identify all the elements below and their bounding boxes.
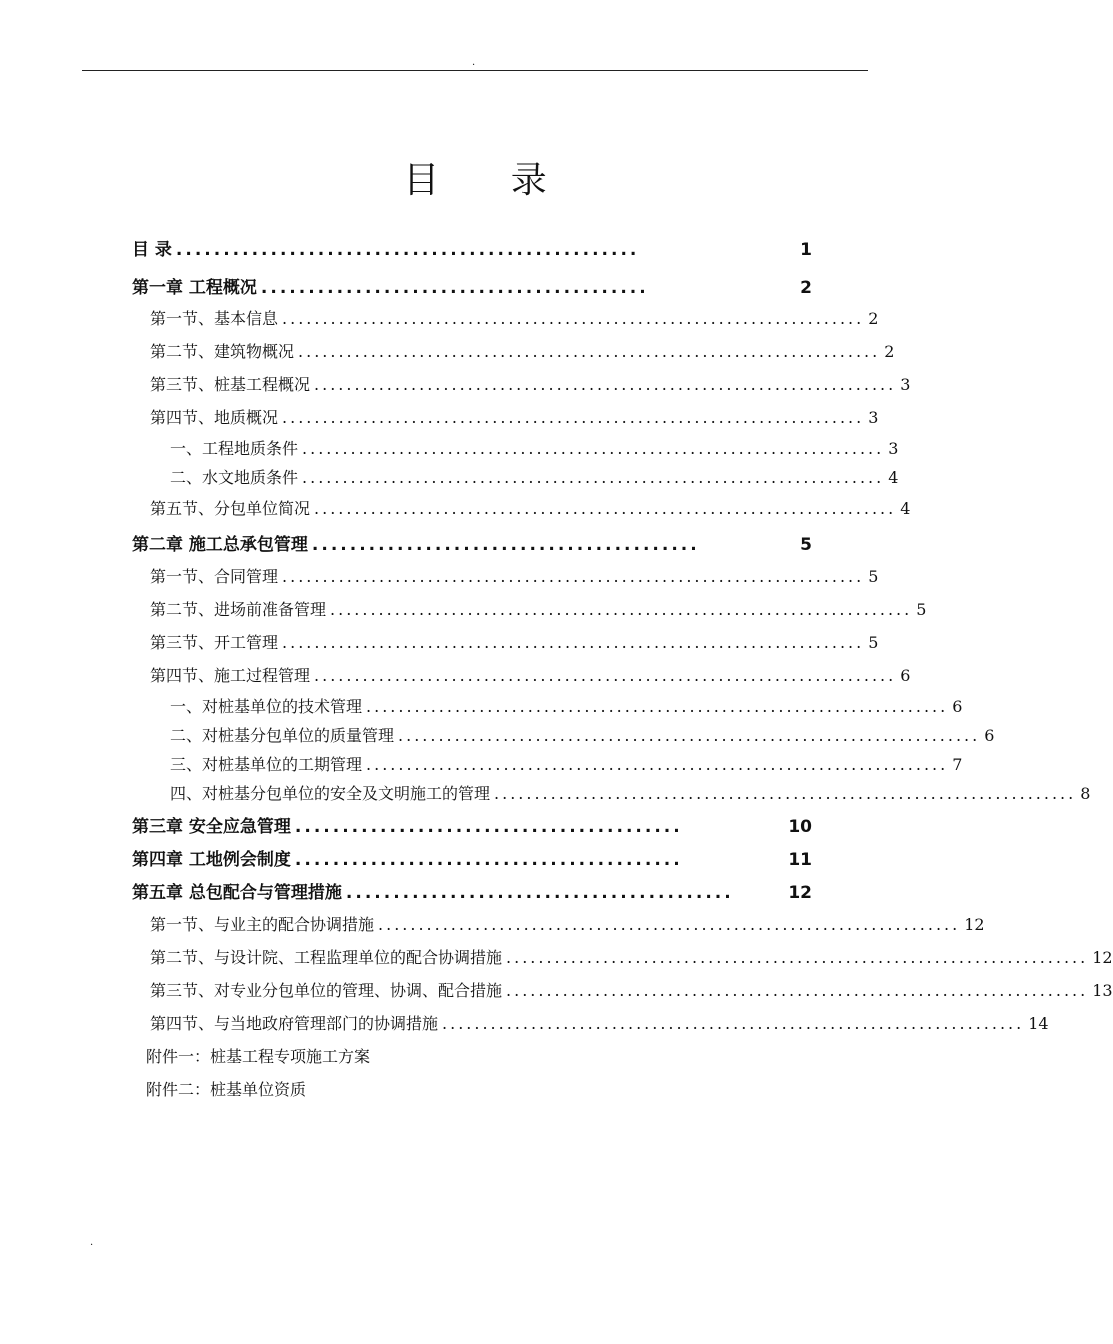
- toc-page-number: 8: [1080, 784, 1091, 803]
- toc-entry-label: 第五章 总包配合与管理措施: [132, 883, 342, 903]
- toc-entry[interactable]: [150, 663, 911, 686]
- toc-leader-dots: ........................................................................: [314, 375, 897, 394]
- toc-entry-label: 二、水文地质条件: [170, 468, 299, 487]
- toc-entry-label: 目 录: [132, 240, 172, 260]
- toc-entry[interactable]: [170, 436, 899, 459]
- toc-entry-label: 第二节、建筑物概况: [150, 342, 295, 361]
- toc-page-number: 5: [868, 567, 879, 586]
- toc-page-number: 7: [952, 755, 963, 774]
- toc-leader-dots: ........................................................................: [366, 755, 949, 774]
- toc-leader-dots: ........................................................................: [314, 499, 897, 518]
- toc-entry[interactable]: [132, 235, 812, 260]
- toc-entry[interactable]: [132, 878, 812, 903]
- toc-leader-dots: ........................................................................: [378, 915, 961, 934]
- toc-leader-dots: .........................................: [294, 850, 683, 870]
- toc-leader-dots: ........................................................................: [282, 633, 865, 652]
- toc-entry[interactable]: [150, 496, 911, 519]
- toc-entry[interactable]: [170, 781, 1091, 804]
- toc-leader-dots: .........................................: [294, 817, 683, 837]
- toc-entry-label: 三、对桩基单位的工期管理: [170, 755, 363, 774]
- toc-entry-label: 第四节、地质概况: [150, 408, 279, 427]
- toc-entry-label: 第二章 施工总承包管理: [132, 535, 308, 555]
- toc-page-number: 12: [1092, 948, 1113, 967]
- toc-leader-dots: ........................................................................: [314, 666, 897, 685]
- toc-entry[interactable]: [170, 465, 899, 488]
- toc-entry[interactable]: [150, 945, 1113, 968]
- header-rule: [82, 70, 868, 71]
- toc-leader-dots: ........................................................................: [302, 468, 885, 487]
- toc-page-number: 11: [788, 850, 812, 870]
- toc-leader-dots: .........................................: [345, 883, 734, 903]
- toc-entry[interactable]: [150, 978, 1113, 1001]
- toc-page-number: 3: [868, 408, 879, 427]
- toc-page-number: 12: [788, 883, 812, 903]
- toc-page-number: 2: [884, 342, 895, 361]
- toc-entry[interactable]: [132, 530, 812, 555]
- toc-page-number: 14: [1028, 1014, 1049, 1033]
- toc-leader-dots: ........................................................................: [442, 1014, 1025, 1033]
- toc-entry-label: 第三节、桩基工程概况: [150, 375, 311, 394]
- toc-entry[interactable]: [150, 339, 895, 362]
- toc-leader-dots: ........................................................................: [506, 948, 1089, 967]
- toc-entry-label: 二、对桩基分包单位的质量管理: [170, 726, 395, 745]
- toc-leader-dots: .........................................: [311, 535, 700, 555]
- toc-leader-dots: .................................................: [175, 240, 640, 260]
- toc-page-number: 3: [888, 439, 899, 458]
- toc-leader-dots: ........................................................................: [494, 784, 1077, 803]
- header-mark: .: [472, 57, 476, 68]
- toc-entry[interactable]: [150, 630, 879, 653]
- toc-page-number: 10: [788, 817, 812, 837]
- toc-page-number: 6: [984, 726, 995, 745]
- toc-page-number: 6: [900, 666, 911, 685]
- toc-page-number: 2: [800, 278, 812, 298]
- toc-leader-dots: ........................................................................: [282, 309, 865, 328]
- toc-entry-label: 第二节、与设计院、工程监理单位的配合协调措施: [150, 948, 503, 967]
- toc-entry-label: 一、工程地质条件: [170, 439, 299, 458]
- toc-entry[interactable]: [170, 694, 963, 717]
- toc-entry-label: 第一节、合同管理: [150, 567, 279, 586]
- appendix-label: 附件一：桩基工程专项施工方案: [146, 1047, 371, 1066]
- toc-entry[interactable]: [132, 812, 812, 837]
- toc-entry[interactable]: [150, 597, 927, 620]
- toc-entry[interactable]: [170, 723, 995, 746]
- toc-page-number: 3: [900, 375, 911, 394]
- toc-entry[interactable]: [150, 306, 879, 329]
- toc-entry-label: 第二节、进场前准备管理: [150, 600, 327, 619]
- toc-page-number: 4: [888, 468, 899, 487]
- toc-entry[interactable]: [150, 912, 985, 935]
- toc-entry-label: 第三节、对专业分包单位的管理、协调、配合措施: [150, 981, 503, 1000]
- toc-leader-dots: ........................................................................: [506, 981, 1089, 1000]
- toc-leader-dots: .........................................: [260, 278, 649, 298]
- toc-page-number: 5: [800, 535, 812, 555]
- footer-mark: .: [90, 1237, 94, 1248]
- toc-page-number: 13: [1092, 981, 1113, 1000]
- toc-entry-label: 四、对桩基分包单位的安全及文明施工的管理: [170, 784, 491, 803]
- toc-entry[interactable]: [170, 752, 963, 775]
- toc-page-number: 6: [952, 697, 963, 716]
- toc-page-number: 5: [916, 600, 927, 619]
- toc-page-number: 2: [868, 309, 879, 328]
- toc-entry[interactable]: [132, 273, 812, 298]
- toc-entry-label: 第四节、施工过程管理: [150, 666, 311, 685]
- appendix-entry[interactable]: [146, 1044, 370, 1067]
- toc-entry[interactable]: [150, 564, 879, 587]
- toc-entry[interactable]: [150, 372, 911, 395]
- appendix-entry[interactable]: [146, 1077, 306, 1100]
- toc-leader-dots: ........................................................................: [302, 439, 885, 458]
- toc-entry-label: 一、对桩基单位的技术管理: [170, 697, 363, 716]
- toc-entry-label: 第四节、与当地政府管理部门的协调措施: [150, 1014, 439, 1033]
- toc-entry-label: 第三章 安全应急管理: [132, 817, 291, 837]
- toc-entry-label: 第五节、分包单位简况: [150, 499, 311, 518]
- toc-leader-dots: ........................................................................: [366, 697, 949, 716]
- toc-leader-dots: ........................................................................: [282, 408, 865, 427]
- toc-leader-dots: ........................................................................: [398, 726, 981, 745]
- toc-entry-label: 第一节、基本信息: [150, 309, 279, 328]
- appendix-label: 附件二：桩基单位资质: [146, 1080, 307, 1099]
- toc-page-number: 1: [800, 240, 812, 260]
- toc-page-number: 12: [964, 915, 985, 934]
- page-title: 目 录: [403, 160, 577, 202]
- toc-entry-label: 第一节、与业主的配合协调措施: [150, 915, 375, 934]
- toc-entry[interactable]: [150, 405, 879, 428]
- toc-leader-dots: ........................................................................: [282, 567, 865, 586]
- toc-page-number: 5: [868, 633, 879, 652]
- toc-page-number: 4: [900, 499, 911, 518]
- toc-entry-label: 第三节、开工管理: [150, 633, 279, 652]
- toc-leader-dots: ........................................................................: [298, 342, 881, 361]
- toc-entry[interactable]: [132, 845, 812, 870]
- toc-entry-label: 第一章 工程概况: [132, 278, 257, 298]
- toc-entry[interactable]: [150, 1011, 1049, 1034]
- toc-leader-dots: ........................................................................: [330, 600, 913, 619]
- toc-entry-label: 第四章 工地例会制度: [132, 850, 291, 870]
